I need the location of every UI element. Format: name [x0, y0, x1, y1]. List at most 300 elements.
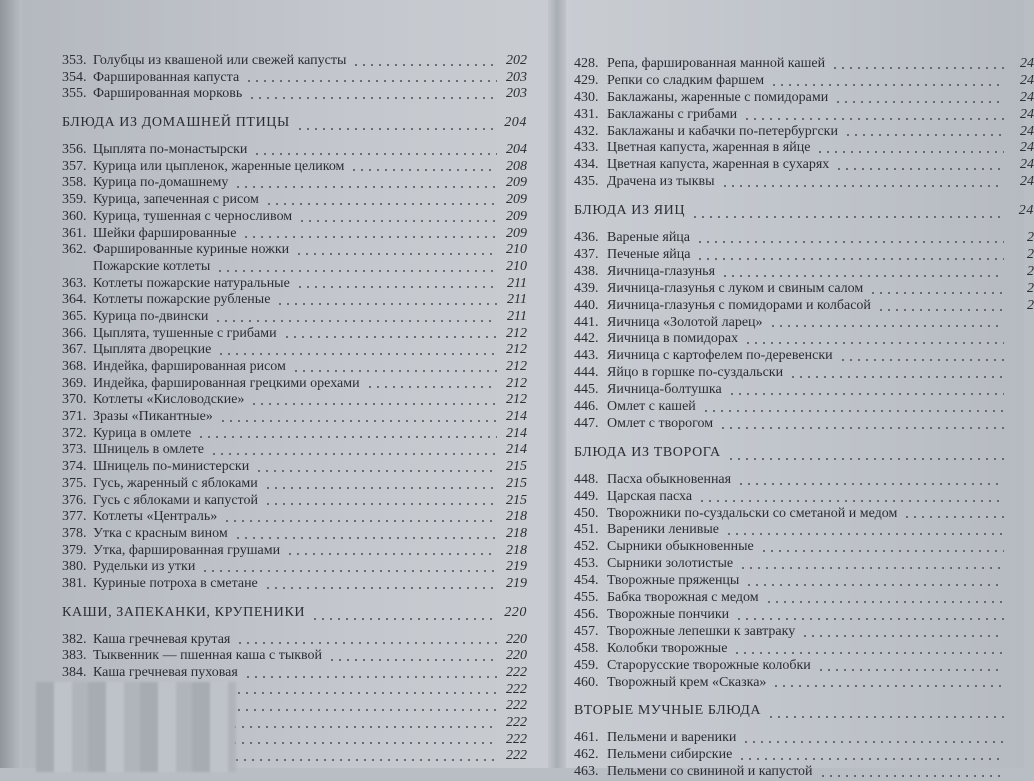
section-title: КАШИ, ЗАПЕКАНКИ, КРУПЕНИКИ	[62, 604, 306, 620]
entry-title: Голубцы из квашеной или свежей капусты	[93, 53, 347, 68]
entry-page: 212	[506, 325, 527, 341]
toc-entry	[574, 764, 1034, 781]
toc-entry	[574, 522, 1034, 539]
entry-title: Яичница-болтушка	[607, 382, 722, 398]
entry-number: 374.	[62, 459, 87, 475]
entry-page: 219	[506, 559, 527, 575]
entry-title: Каша гречневая пуховая	[93, 665, 238, 680]
entry-page: 215	[506, 492, 527, 508]
entry-title: Котлеты пожарские натуральные	[93, 275, 290, 291]
entry-page: 2	[1027, 230, 1034, 246]
entry-title: Вареники ленивые	[607, 522, 719, 538]
toc-entry	[62, 226, 527, 243]
entry-page: 202	[506, 53, 527, 68]
toc-entry	[62, 543, 527, 560]
entry-title: Пельмени и вареники	[607, 730, 737, 746]
entry-title: Цыплята по-монастырски	[93, 142, 248, 158]
toc-entry	[62, 376, 527, 393]
dot-leader	[244, 676, 497, 678]
entry-title: Яичница-глазунья с луком и свиным салом	[607, 280, 864, 296]
entry-page: 212	[506, 342, 527, 358]
toc-entry	[574, 382, 1034, 399]
entry-number: 376.	[62, 492, 87, 508]
toc-entry	[574, 298, 1034, 315]
entry-number: 460.	[574, 674, 599, 690]
dot-leader	[201, 570, 497, 572]
toc-entry	[62, 70, 527, 87]
entry-title: Яичница-глазунья	[607, 263, 716, 279]
entry-page: 24	[1020, 140, 1034, 156]
entry-number: 432.	[574, 123, 599, 139]
section-heading	[62, 602, 527, 624]
entry-title: Индейка, фаршированная рисом	[93, 359, 286, 374]
dot-leader	[292, 370, 497, 372]
entry-number: 354.	[62, 69, 87, 85]
entry-title: Курица по-домашнему	[93, 175, 229, 191]
entry-number: 438.	[574, 263, 599, 279]
toc-entry	[62, 576, 527, 593]
entry-title: Котлеты пожарские рубленые	[93, 292, 271, 308]
entry-number: 457.	[574, 623, 599, 639]
entry-page: 222	[506, 715, 527, 731]
toc-entry	[62, 142, 527, 159]
dot-leader	[227, 709, 497, 711]
entry-number: 366.	[62, 325, 87, 341]
entry-number: 433.	[574, 140, 599, 156]
entry-title: Царская пасха	[607, 488, 693, 504]
entry-page: 203	[506, 86, 527, 102]
dot-leader	[253, 153, 497, 155]
entry-number: 430.	[574, 89, 599, 105]
toc-entry	[62, 648, 527, 665]
dot-leader	[772, 685, 1004, 687]
entry-title: Котлеты «Кисловодские»	[93, 392, 245, 408]
entry-title: Яйцо в горшке по-суздальски	[607, 365, 784, 381]
entry-title: Шницель в омлете	[93, 442, 204, 458]
entry-title: Цветная капуста, жаренная в сухарях	[607, 157, 830, 173]
toc-entry	[574, 124, 1034, 141]
entry-page: 24	[1020, 56, 1034, 71]
dot-leader	[739, 567, 1004, 569]
dot-leader	[844, 134, 1004, 136]
toc-entry	[62, 526, 527, 543]
dot-leader	[869, 292, 1004, 294]
dot-leader	[742, 741, 1004, 743]
section-title: ВТОРЫЕ МУЧНЫЕ БЛЮДА	[574, 703, 762, 719]
entry-title: Курица, тушенная с черносливом	[93, 208, 293, 224]
dot-leader	[834, 101, 1004, 103]
entry-number: 365.	[62, 308, 87, 324]
dot-leader	[264, 487, 497, 489]
entry-number: 382.	[62, 631, 87, 647]
dot-leader	[366, 386, 497, 388]
entry-page: 209	[506, 208, 527, 224]
entry-page: 2	[1027, 280, 1034, 296]
entry-number: 367.	[62, 342, 87, 358]
entry-number: 455.	[574, 590, 599, 606]
entry-number: 459.	[574, 657, 599, 673]
dot-leader	[765, 601, 1004, 603]
section-heading	[574, 700, 1034, 722]
entry-title: Яичница-глазунья с помидорами и колбасой	[607, 297, 871, 313]
entry-page: 218	[506, 542, 527, 558]
entry-number: 360.	[62, 208, 87, 224]
entry-number: 449.	[574, 488, 599, 504]
entry-number: 454.	[574, 573, 599, 589]
toc-entry	[574, 641, 1034, 658]
entry-title: Яичница «Золотой ларец»	[607, 314, 763, 330]
toc-entry	[62, 259, 527, 276]
dot-leader	[248, 97, 497, 99]
entry-title: Омлет с творогом	[607, 415, 714, 431]
toc-entry	[62, 292, 527, 309]
entry-page: 211	[507, 292, 527, 308]
entry-number: 358.	[62, 175, 87, 191]
entry-page: 220	[506, 631, 527, 647]
toc-entry	[574, 365, 1034, 382]
toc-entry	[62, 192, 527, 209]
entry-number: 379.	[62, 542, 87, 558]
entry-number: 363.	[62, 275, 87, 291]
toc-entry	[574, 506, 1034, 523]
entry-number: 450.	[574, 505, 599, 521]
entry-number: 461.	[574, 730, 599, 746]
toc-entry	[574, 90, 1034, 107]
toc-entry	[574, 140, 1034, 157]
entry-page: 212	[506, 359, 527, 374]
entry-page: 218	[506, 509, 527, 525]
toc-entry	[62, 459, 527, 476]
right-entries-c	[574, 472, 1034, 692]
entry-number: 447.	[574, 415, 599, 431]
entry-page: 211	[507, 275, 527, 291]
pixelated-redaction	[36, 682, 236, 772]
toc-entry	[62, 442, 527, 459]
toc-entry	[62, 632, 527, 649]
entry-page: 2	[1027, 263, 1034, 279]
dot-leader	[738, 758, 1004, 760]
entry-page: 24	[1020, 123, 1034, 139]
entry-number: 355.	[62, 86, 87, 102]
entry-title: Печеные яйца	[607, 247, 691, 263]
dot-leader	[719, 427, 1004, 429]
entry-number: 361.	[62, 225, 87, 241]
entry-number: 441.	[574, 314, 599, 330]
toc-entry	[62, 476, 527, 493]
dot-leader	[298, 220, 497, 222]
toc-entry	[574, 399, 1034, 416]
entry-title: Сырники обыкновенные	[607, 539, 754, 555]
entry-title: Фаршированные куриные ножки	[93, 242, 290, 258]
dot-leader	[691, 216, 1004, 218]
dot-leader	[702, 410, 1004, 412]
entry-title: Гусь, жаренный с яблоками	[93, 475, 258, 491]
dot-leader	[250, 403, 497, 405]
dot-leader	[735, 618, 1004, 620]
right-entries-d	[574, 730, 1034, 781]
dot-leader	[801, 635, 1004, 637]
entry-title: Индейка, фаршированная грецкими орехами	[93, 375, 360, 391]
entry-title: Фаршированная морковь	[93, 86, 243, 102]
page-edge	[0, 0, 22, 768]
entry-page: 222	[506, 731, 527, 747]
entry-number: 378.	[62, 525, 87, 541]
dot-leader	[245, 80, 497, 82]
toc-entry	[574, 348, 1034, 365]
toc-entry	[62, 159, 527, 176]
entry-title: Сырники золотистые	[607, 556, 734, 572]
dot-leader	[283, 336, 497, 338]
toc-entry	[62, 665, 527, 682]
entry-number: 369.	[62, 375, 87, 391]
dot-leader	[276, 303, 497, 305]
entry-title: Курица в омлете	[93, 425, 192, 441]
dot-leader	[295, 253, 497, 255]
toc-entry	[62, 509, 527, 526]
entry-title: Курица по-двински	[93, 308, 209, 324]
entry-page: 24	[1020, 174, 1034, 190]
dot-leader	[760, 550, 1004, 552]
toc-entry	[62, 359, 527, 376]
entry-number: 380.	[62, 559, 87, 575]
entry-page: 219	[506, 575, 527, 591]
entry-title: Котлеты «Централь»	[93, 509, 218, 525]
entry-title: Рудельки из утки	[93, 559, 196, 575]
dot-leader	[725, 533, 1004, 535]
toc-entry	[62, 342, 527, 359]
toc-entry	[62, 242, 527, 259]
entry-page: 220	[506, 648, 527, 664]
toc-entry	[574, 675, 1034, 692]
entry-page: 222	[506, 748, 527, 764]
entry-title: Омлет с кашей	[607, 399, 696, 415]
dot-leader	[835, 168, 1004, 170]
dot-leader	[199, 742, 497, 744]
dot-leader	[696, 258, 1004, 260]
entry-number: 462.	[574, 747, 599, 763]
entry-number: 436.	[574, 230, 599, 246]
entry-number: 446.	[574, 399, 599, 415]
toc-entry	[574, 747, 1034, 764]
entry-number: 434.	[574, 157, 599, 173]
entry-number: 429.	[574, 72, 599, 88]
toc-entry	[574, 573, 1034, 590]
dot-leader	[816, 151, 1004, 153]
toc-entry	[62, 209, 527, 226]
dot-leader	[223, 520, 497, 522]
dot-leader	[236, 642, 497, 644]
toc-entry	[574, 556, 1034, 573]
dot-leader	[767, 716, 1004, 718]
entry-page: 24	[1020, 72, 1034, 88]
right-entries-b	[574, 230, 1034, 433]
entry-title: Старорусские творожные колобки	[607, 657, 811, 673]
entry-title: Творожный крем «Сказка»	[607, 674, 767, 690]
toc-entry	[574, 607, 1034, 624]
entry-page: 24	[1020, 106, 1034, 122]
entry-title: Зразы «Пикантные»	[93, 409, 213, 425]
dot-leader	[698, 500, 1004, 502]
entry-number: 370.	[62, 392, 87, 408]
toc-entry	[574, 730, 1034, 747]
toc-entry	[62, 409, 527, 426]
entry-number: 428.	[574, 56, 599, 71]
entry-page: 222	[506, 698, 527, 714]
dot-leader	[831, 67, 1004, 69]
right-page-contents	[574, 56, 1034, 781]
toc-entry	[574, 416, 1034, 433]
dot-leader	[770, 84, 1004, 86]
entry-title: Яичница с картофелем по-деревенски	[607, 348, 833, 364]
toc-entry	[574, 489, 1034, 506]
entry-title: Баклажаны и кабачки по-петербургски	[607, 123, 838, 139]
dot-leader	[789, 376, 1004, 378]
dot-leader	[328, 659, 497, 661]
section-heading	[62, 112, 527, 134]
toc-entry	[574, 281, 1034, 298]
entry-title: Творожные пряженцы	[607, 573, 740, 589]
entry-page: 212	[506, 392, 527, 408]
entry-number: 375.	[62, 475, 87, 491]
dot-leader	[817, 669, 1004, 671]
entry-number: 377.	[62, 509, 87, 525]
entry-title: Драчена из тыквы	[607, 174, 715, 190]
dot-leader	[819, 775, 1005, 777]
section-title: БЛЮДА ИЗ ТВОРОГА	[574, 444, 721, 460]
entry-title: Цыплята, тушенные с грибами	[93, 325, 277, 341]
entry-title: Репа, фаршированная манной кашей	[607, 56, 826, 71]
entry-page: 214	[506, 409, 527, 425]
section-page: 220	[504, 604, 527, 620]
entry-title: Тыквенник — пшенная каша с тыквой	[93, 648, 323, 664]
entry-page: 214	[506, 425, 527, 441]
entry-number: 384.	[62, 665, 87, 680]
entry-number: 356.	[62, 142, 87, 158]
dot-leader	[264, 587, 497, 589]
entry-page: 214	[506, 442, 527, 458]
dot-leader	[877, 309, 1004, 311]
dot-leader	[737, 483, 1004, 485]
entry-page: 2	[1027, 297, 1034, 313]
entry-title: Пельмени сибирские	[607, 747, 733, 763]
entry-title: Баклажаны с грибами	[607, 106, 738, 122]
entry-title: Пасха обыкновенная	[607, 471, 732, 487]
toc-entry	[574, 539, 1034, 556]
toc-entry	[574, 264, 1034, 281]
dot-leader	[728, 393, 1004, 395]
entry-title: Шницель по-министерски	[93, 459, 250, 475]
dot-leader	[214, 320, 497, 322]
dot-leader	[350, 169, 497, 171]
toc-entry	[574, 107, 1034, 124]
entry-page: 211	[507, 308, 527, 324]
entry-page: 208	[506, 158, 527, 174]
left-entries-b	[62, 142, 527, 593]
entry-number: 445.	[574, 382, 599, 398]
toc-entry	[574, 472, 1034, 489]
toc-entry	[574, 331, 1034, 348]
entry-page: 215	[506, 475, 527, 491]
entry-number: 371.	[62, 409, 87, 425]
entry-page: 222	[506, 665, 527, 680]
dot-leader	[311, 618, 497, 620]
entry-number: 437.	[574, 247, 599, 263]
right-entries-a	[574, 56, 1034, 191]
entry-title: Утка с красным вином	[93, 525, 228, 541]
entry-number: 353.	[62, 53, 87, 68]
dot-leader	[696, 241, 1004, 243]
entry-title: Колобки творожные	[607, 640, 728, 656]
entry-title: Вареные яйца	[607, 230, 691, 246]
section-heading	[574, 442, 1034, 464]
entry-page: 209	[506, 175, 527, 191]
entry-page: 24	[1020, 89, 1034, 105]
toc-entry	[62, 392, 527, 409]
section-page: 24	[1018, 203, 1034, 219]
entry-number: 442.	[574, 331, 599, 347]
dot-leader	[745, 584, 1004, 586]
dot-leader	[265, 203, 497, 205]
dot-leader	[296, 128, 497, 130]
entry-title: Бабка творожная с медом	[607, 590, 759, 606]
dot-leader	[234, 186, 497, 188]
dot-leader	[210, 453, 497, 455]
entry-title: Творожные лепешки к завтраку	[607, 623, 796, 639]
entry-title: Репки со сладким фаршем	[607, 72, 765, 88]
entry-title: Куриные потроха в сметане	[93, 575, 258, 591]
toc-entry	[62, 309, 527, 326]
entry-page: 2	[1027, 247, 1034, 263]
entry-number: 431.	[574, 106, 599, 122]
dot-leader	[234, 537, 497, 539]
entry-title: Фаршированная капуста	[93, 69, 240, 85]
entry-page: 203	[506, 69, 527, 85]
toc-entry	[574, 174, 1034, 191]
entry-title: Пожарские котлеты	[93, 258, 211, 274]
dot-leader	[219, 420, 497, 422]
toc-entry	[62, 175, 527, 192]
entry-number: 456.	[574, 606, 599, 622]
entry-title: Утка, фаршированная грушами	[93, 542, 281, 558]
toc-entry	[574, 73, 1034, 90]
entry-number: 357.	[62, 158, 87, 174]
entry-number: 373.	[62, 442, 87, 458]
toc-entry	[574, 230, 1034, 247]
entry-page: 210	[506, 258, 527, 274]
dot-leader	[839, 359, 1004, 361]
entry-number: 372.	[62, 425, 87, 441]
entry-number: 452.	[574, 539, 599, 555]
dot-leader	[903, 516, 1004, 518]
entry-number: 453.	[574, 556, 599, 572]
section-heading	[574, 200, 1034, 222]
entry-number: 362.	[62, 242, 87, 258]
toc-entry	[574, 247, 1034, 264]
toc-entry	[62, 326, 527, 343]
entry-number: 444.	[574, 365, 599, 381]
section-page: 204	[504, 115, 527, 131]
dot-leader	[296, 286, 497, 288]
entry-title: Гусь с яблоками и капустой	[93, 492, 258, 508]
entry-title: Курица или цыпленок, жаренные целиком	[93, 158, 345, 174]
toc-entry	[574, 157, 1034, 174]
dot-leader	[721, 185, 1004, 187]
entry-number: 359.	[62, 192, 87, 208]
dot-leader	[242, 236, 497, 238]
left-entries-a	[62, 53, 527, 103]
dot-leader	[264, 503, 497, 505]
entry-title: Шейки фаршированные	[93, 225, 237, 241]
